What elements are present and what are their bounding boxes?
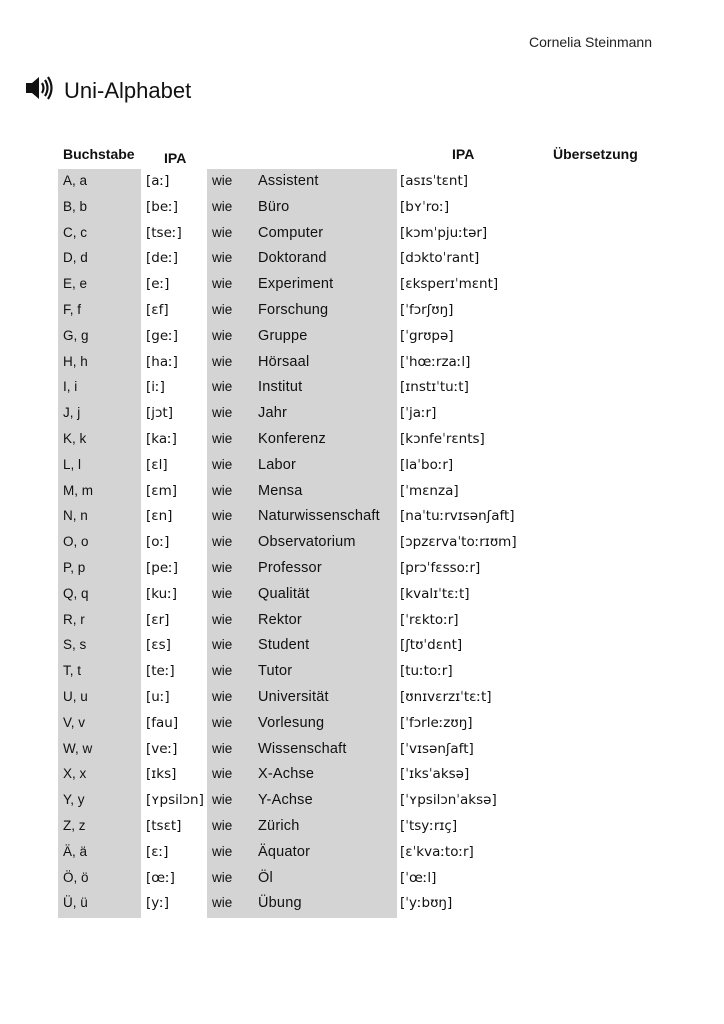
ipa-cell: [deː]: [146, 250, 178, 267]
word-ipa-cell: [ɛˈkvaːtoːr]: [400, 843, 474, 860]
ipa-cell: [ɛl]: [146, 456, 168, 473]
word-ipa-cell: [ˈjaːr]: [400, 405, 437, 422]
wie-cell: wie: [212, 895, 233, 911]
wie-cell: wie: [212, 198, 233, 214]
word-cell: Labor: [258, 456, 297, 473]
letter-cell: Ü, ü: [63, 895, 88, 911]
wie-cell: wie: [212, 740, 233, 756]
letter-cell: F, f: [63, 302, 82, 317]
wie-cell: wie: [212, 302, 233, 317]
ipa-cell: [teː]: [146, 663, 175, 680]
word-ipa-cell: [ˈgrʊpə]: [400, 327, 454, 344]
ipa-cell: [eː]: [146, 276, 170, 293]
wie-cell: wie: [212, 276, 233, 292]
letter-cell: Y, y: [63, 792, 85, 808]
letter-cell: J, j: [63, 405, 81, 421]
letter-cell: I, i: [63, 379, 78, 395]
word-cell: Universität: [258, 689, 329, 705]
table-row: [0, 659, 724, 685]
word-ipa-cell: [dɔktoˈrant]: [400, 250, 480, 267]
word-cell: Y-Achse: [258, 792, 313, 809]
header-ipa: IPA: [164, 150, 187, 166]
table-row: [0, 737, 724, 763]
ipa-cell: [ɛm]: [146, 482, 177, 499]
word-ipa-cell: [ˈvɪsənʃaft]: [400, 740, 474, 757]
wie-cell: wie: [212, 560, 233, 575]
ipa-cell: [iː]: [146, 379, 165, 396]
ipa-cell: [ɛn]: [146, 508, 173, 525]
letter-cell: R, r: [63, 611, 85, 627]
word-ipa-cell: [ˈmɛnza]: [400, 482, 459, 499]
word-cell: Computer: [258, 224, 324, 241]
table-row: [0, 298, 724, 324]
wie-cell: wie: [212, 766, 233, 782]
ipa-cell: [peː]: [146, 560, 178, 576]
wie-cell: wie: [212, 482, 233, 498]
letter-cell: Ö, ö: [63, 869, 89, 885]
wie-cell: wie: [212, 431, 233, 446]
wie-cell: wie: [212, 405, 233, 421]
word-ipa-cell: [tuːtoːr]: [400, 663, 453, 680]
table-row: [0, 479, 724, 505]
table-row: [0, 840, 724, 866]
word-ipa-cell: [ˈɪksˈaksə]: [400, 766, 470, 783]
table-row: [0, 427, 724, 453]
table-row: [0, 401, 724, 427]
letter-cell: M, m: [63, 482, 93, 498]
word-cell: Mensa: [258, 482, 303, 499]
word-cell: Zürich: [258, 818, 300, 834]
word-cell: Hörsaal: [258, 353, 310, 370]
table-row: [0, 891, 724, 917]
table-row: [0, 221, 724, 247]
word-cell: Experiment: [258, 276, 334, 293]
word-ipa-cell: [bʏˈroː]: [400, 198, 450, 215]
letter-cell: H, h: [63, 353, 88, 369]
ipa-cell: [beː]: [146, 198, 178, 215]
page-title: Uni-Alphabet: [64, 77, 192, 103]
table-row: [0, 504, 724, 530]
letter-cell: T, t: [63, 663, 82, 679]
table-row: [0, 272, 724, 298]
letter-cell: V, v: [63, 714, 86, 730]
wie-cell: wie: [212, 818, 233, 833]
ipa-cell: [tseː]: [146, 224, 182, 241]
wie-cell: wie: [212, 611, 233, 627]
word-ipa-cell: [kɔnfeˈrɛnts]: [400, 431, 485, 447]
header-translation: Übersetzung: [553, 146, 638, 162]
ipa-cell: [ɛs]: [146, 637, 171, 654]
letter-cell: K, k: [63, 431, 87, 446]
letter-cell: O, o: [63, 534, 89, 550]
letter-cell: W, w: [63, 740, 93, 756]
wie-cell: wie: [212, 250, 233, 266]
wie-cell: wie: [212, 663, 233, 679]
word-cell: Forschung: [258, 302, 329, 318]
ipa-cell: [ɛf]: [146, 302, 169, 318]
word-ipa-cell: [ˈtsyːrɪç]: [400, 818, 458, 834]
letter-cell: N, n: [63, 508, 88, 524]
word-cell: Institut: [258, 379, 303, 396]
header-ipa-word: IPA: [452, 146, 475, 162]
word-cell: X-Achse: [258, 766, 315, 783]
ipa-cell: [ɛː]: [146, 843, 169, 860]
word-ipa-cell: [ˈhœːrzaːl]: [400, 353, 471, 370]
word-ipa-cell: [laˈboːr]: [400, 456, 454, 473]
wie-cell: wie: [212, 379, 233, 395]
letter-cell: A, a: [63, 173, 88, 188]
word-cell: Rektor: [258, 611, 302, 628]
table-row: [0, 814, 724, 840]
ipa-cell: [oː]: [146, 534, 170, 551]
word-cell: Qualität: [258, 585, 310, 602]
table-row: [0, 711, 724, 737]
ipa-cell: [veː]: [146, 740, 178, 757]
word-ipa-cell: [ˈrɛktoːr]: [400, 611, 459, 628]
table-row: [0, 556, 724, 582]
word-cell: Konferenz: [258, 431, 326, 447]
table-row: [0, 685, 724, 711]
table-row: [0, 169, 724, 195]
title-row: [24, 74, 191, 107]
ipa-cell: [jɔt]: [146, 405, 173, 422]
table-row: [0, 608, 724, 634]
word-cell: Student: [258, 637, 310, 654]
letter-cell: U, u: [63, 689, 88, 704]
letter-cell: C, c: [63, 224, 88, 240]
word-cell: Gruppe: [258, 327, 308, 344]
wie-cell: wie: [212, 689, 233, 704]
wie-cell: wie: [212, 843, 233, 859]
ipa-cell: [œː]: [146, 869, 175, 886]
ipa-cell: [tsɛt]: [146, 818, 182, 834]
word-ipa-cell: [ˈfɔrleːzʊŋ]: [400, 714, 473, 731]
table-row: [0, 866, 724, 892]
word-cell: Vorlesung: [258, 714, 325, 731]
word-cell: Büro: [258, 198, 290, 215]
word-ipa-cell: [kɔmˈpjuːtər]: [400, 224, 488, 241]
wie-cell: wie: [212, 224, 233, 240]
wie-cell: wie: [212, 534, 233, 550]
wie-cell: wie: [212, 714, 233, 730]
word-ipa-cell: [ɔpzɛrvaˈtoːrɪʊm]: [400, 534, 517, 551]
header-letter: Buchstabe: [63, 146, 135, 162]
word-cell: Tutor: [258, 663, 293, 680]
letter-cell: P, p: [63, 560, 86, 575]
table-row: [0, 633, 724, 659]
letter-cell: X, x: [63, 766, 87, 782]
word-cell: Äquator: [258, 843, 311, 860]
ipa-cell: [aː]: [146, 173, 170, 189]
word-ipa-cell: [asɪsˈtɛnt]: [400, 173, 469, 189]
word-ipa-cell: [ʃtʊˈdɛnt]: [400, 637, 463, 654]
wie-cell: wie: [212, 869, 233, 885]
table-row: [0, 582, 724, 608]
word-cell: Doktorand: [258, 250, 327, 267]
word-cell: Observatorium: [258, 534, 356, 551]
ipa-cell: [ɛr]: [146, 611, 170, 628]
word-ipa-cell: [ɛksperɪˈmɛnt]: [400, 276, 499, 293]
table-row: [0, 324, 724, 350]
letter-cell: E, e: [63, 276, 88, 292]
table-row: [0, 195, 724, 221]
word-cell: Jahr: [258, 405, 288, 422]
word-ipa-cell: [ˈfɔrʃʊŋ]: [400, 302, 454, 318]
ipa-cell: [kaː]: [146, 431, 177, 447]
ipa-cell: [fau]: [146, 714, 179, 731]
ipa-cell: [yː]: [146, 895, 170, 912]
word-cell: Öl: [258, 869, 273, 886]
ipa-cell: [kuː]: [146, 585, 178, 602]
wie-cell: wie: [212, 637, 233, 653]
letter-cell: L, l: [63, 456, 82, 472]
word-ipa-cell: [ˈœːl]: [400, 869, 437, 886]
word-ipa-cell: [prɔˈfɛssoːr]: [400, 560, 481, 576]
ipa-cell: [ɪks]: [146, 766, 177, 783]
word-cell: Professor: [258, 560, 322, 576]
table-row: [0, 350, 724, 376]
letter-cell: B, b: [63, 198, 88, 214]
word-ipa-cell: [naˈtuːrvɪsənʃaft]: [400, 508, 515, 525]
author-name: Cornelia Steinmann: [529, 34, 652, 50]
table-row: [0, 762, 724, 788]
word-ipa-cell: [ˈʏpsilɔnˈaksə]: [400, 792, 497, 809]
wie-cell: wie: [212, 456, 233, 472]
ipa-cell: [geː]: [146, 327, 178, 344]
table-row: [0, 530, 724, 556]
word-ipa-cell: [ɪnstɪˈtuːt]: [400, 379, 469, 396]
letter-cell: S, s: [63, 637, 87, 653]
word-ipa-cell: [ˈyːbʊŋ]: [400, 895, 453, 912]
table-row: [0, 788, 724, 814]
word-cell: Assistent: [258, 173, 319, 189]
wie-cell: wie: [212, 327, 233, 343]
table-row: [0, 375, 724, 401]
word-cell: Wissenschaft: [258, 740, 347, 757]
wie-cell: wie: [212, 508, 233, 524]
word-ipa-cell: [ʊnɪvɛrzɪˈtɛːt]: [400, 689, 492, 705]
ipa-cell: [ʏpsilɔn]: [146, 792, 204, 809]
wie-cell: wie: [212, 353, 233, 369]
word-ipa-cell: [kvalɪˈtɛːt]: [400, 585, 470, 602]
wie-cell: wie: [212, 792, 233, 808]
letter-cell: D, d: [63, 250, 88, 266]
wie-cell: wie: [212, 173, 233, 188]
table-row: [0, 246, 724, 272]
speaker-icon[interactable]: [24, 74, 54, 107]
ipa-cell: [haː]: [146, 353, 178, 370]
letter-cell: Ä, ä: [63, 843, 88, 859]
letter-cell: Z, z: [63, 818, 86, 833]
ipa-cell: [uː]: [146, 689, 170, 705]
table-row: [0, 453, 724, 479]
letter-cell: G, g: [63, 327, 89, 343]
wie-cell: wie: [212, 585, 233, 601]
word-cell: Übung: [258, 895, 302, 912]
letter-cell: Q, q: [63, 585, 89, 601]
word-cell: Naturwissenschaft: [258, 508, 380, 525]
